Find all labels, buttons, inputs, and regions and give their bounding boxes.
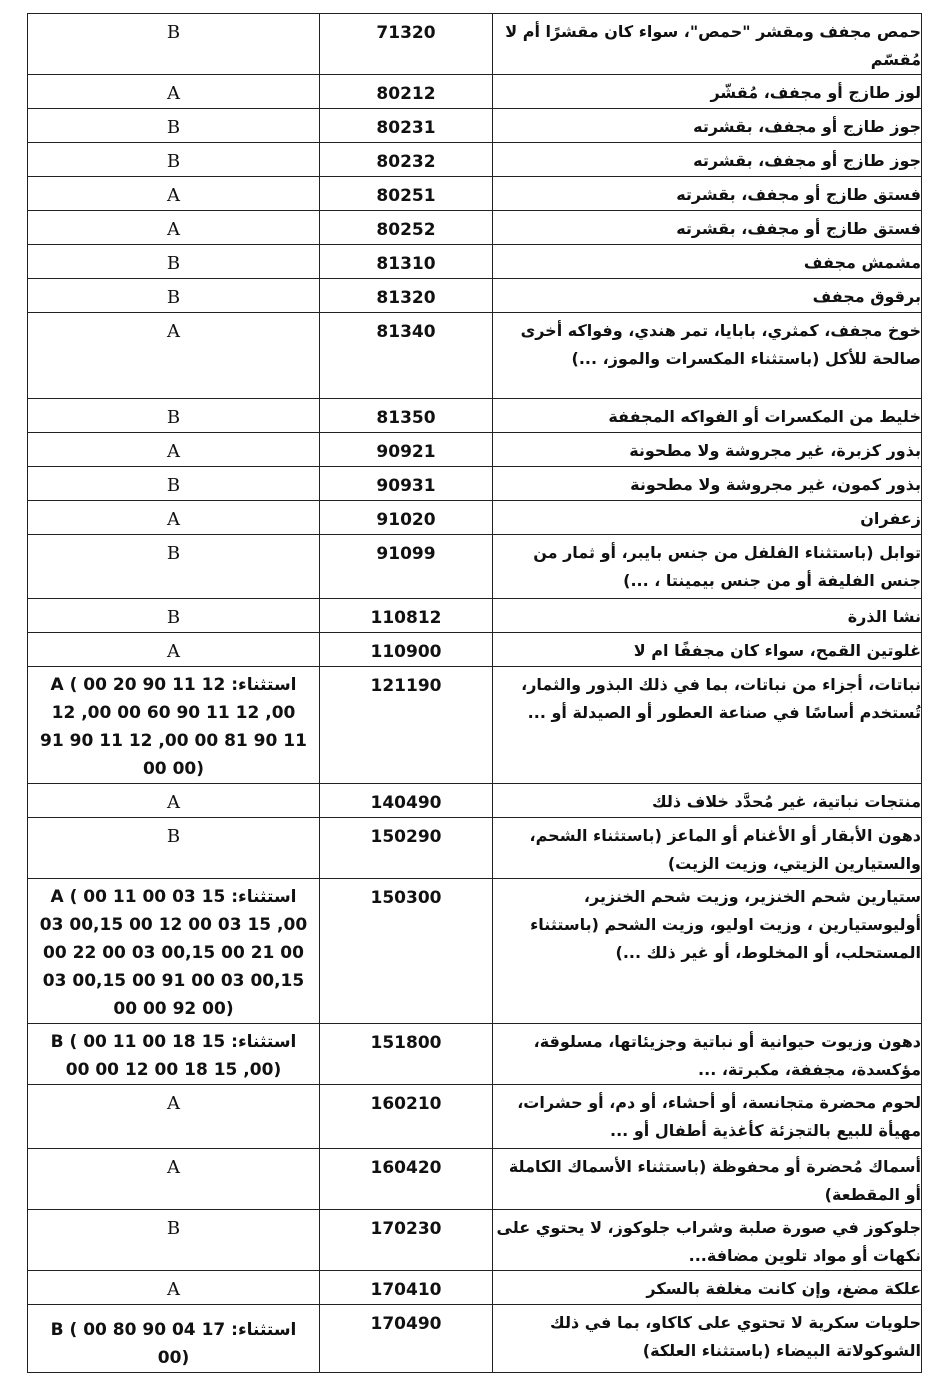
- description-cell: [493, 633, 922, 667]
- description-cell: [493, 1149, 922, 1210]
- grade-cell: [28, 399, 320, 433]
- code-cell: [320, 143, 493, 177]
- grade-cell: [28, 535, 320, 599]
- table-row: [28, 279, 922, 313]
- hs-code: 150300: [370, 888, 442, 908]
- hs-code: 80251: [376, 186, 436, 206]
- grade-letter: B: [166, 543, 181, 564]
- grade-letter: B: [166, 287, 181, 308]
- product-description: دهون الأبقار أو الأغنام أو الماعز (باستثناء الشحم، والستيارين الزيتي، وزيت الزيت): [529, 826, 921, 873]
- code-cell: [320, 818, 493, 879]
- table-row: [28, 879, 922, 1024]
- code-cell: [320, 784, 493, 818]
- hs-code: 170230: [370, 1219, 442, 1239]
- grade-exception-text: B ( استثناء: 15 18 00 11 00 00, 15 18 00 12 00 00): [50, 1032, 297, 1080]
- table-row: [28, 633, 922, 667]
- grade-cell: [28, 784, 320, 818]
- grade-exception-text: A ( استثناء: 12 11 90 20 00 00, 12 11 90 60 00 00, 12 11 90 81 00 00, 12 11 90 91 00 00): [40, 675, 307, 779]
- product-description: نشا الذرة: [847, 607, 921, 626]
- grade-cell: [28, 633, 320, 667]
- table-row: [28, 467, 922, 501]
- code-cell: [320, 467, 493, 501]
- product-description: بذور كمون، غير مجروشة ولا مطحونة: [630, 475, 921, 494]
- table-row: [28, 599, 922, 633]
- product-description: غلوتين القمح، سواء كان مجففًا ام لا: [633, 641, 921, 660]
- table-row: [28, 1305, 922, 1373]
- hs-code: 140490: [370, 793, 442, 813]
- code-cell: [320, 1085, 493, 1149]
- grade-cell: [28, 313, 320, 399]
- table-row: [28, 818, 922, 879]
- table-row: [28, 1149, 922, 1210]
- table-row: [28, 177, 922, 211]
- grade-cell: [28, 1024, 320, 1085]
- code-cell: [320, 313, 493, 399]
- hs-code: 91020: [376, 510, 436, 530]
- grade-letter: A: [167, 441, 180, 462]
- product-description: بذور كزبرة، غير مجروشة ولا مطحونة: [629, 441, 921, 460]
- description-cell: [493, 879, 922, 1024]
- grade-cell: [28, 1085, 320, 1149]
- grade-cell: [28, 599, 320, 633]
- description-cell: [493, 1210, 922, 1271]
- product-description: برقوق مجفف: [812, 287, 921, 306]
- hs-code: 81320: [376, 288, 436, 308]
- table-row: [28, 75, 922, 109]
- hs-code: 71320: [376, 23, 436, 43]
- grade-letter: A: [167, 509, 180, 530]
- description-cell: [493, 1305, 922, 1373]
- code-cell: [320, 211, 493, 245]
- grade-cell: [28, 14, 320, 75]
- product-description: خوخ مجفف، كمثري، بابايا، تمر هندي، وفواكه أخرى صالحة للأكل (باستثناء المكسرات والموز، ...): [520, 321, 921, 368]
- grade-letter: B: [166, 826, 181, 847]
- grade-letter: A: [167, 641, 180, 662]
- code-cell: [320, 109, 493, 143]
- grade-cell: [28, 1305, 320, 1373]
- grade-letter: A: [167, 219, 180, 240]
- description-cell: [493, 279, 922, 313]
- tariff-table: [27, 13, 922, 1373]
- description-cell: [493, 667, 922, 784]
- product-description: دهون وزيوت حيوانية أو نباتية وجزيئاتها، مسلوقة، مؤكسدة، مجففة، مكبرتة، ...: [533, 1032, 921, 1079]
- description-cell: [493, 467, 922, 501]
- code-cell: [320, 399, 493, 433]
- table-row: [28, 501, 922, 535]
- table-row: [28, 14, 922, 75]
- grade-letter: A: [167, 185, 180, 206]
- grade-cell: [28, 279, 320, 313]
- grade-letter: A: [167, 1279, 180, 1300]
- description-cell: [493, 1085, 922, 1149]
- grade-exception-text: B ( استثناء: 17 04 90 80 00 00): [50, 1320, 297, 1368]
- description-cell: [493, 1271, 922, 1305]
- hs-code: 110900: [370, 642, 442, 662]
- hs-code: 150290: [370, 827, 442, 847]
- description-cell: [493, 433, 922, 467]
- grade-cell: [28, 75, 320, 109]
- grade-letter: B: [166, 253, 181, 274]
- table-row: [28, 211, 922, 245]
- code-cell: [320, 535, 493, 599]
- description-cell: [493, 109, 922, 143]
- description-cell: [493, 143, 922, 177]
- grade-letter: A: [167, 1093, 180, 1114]
- grade-cell: [28, 667, 320, 784]
- code-cell: [320, 1024, 493, 1085]
- grade-letter: A: [167, 792, 180, 813]
- hs-code: 80231: [376, 118, 436, 138]
- grade-cell: [28, 1210, 320, 1271]
- code-cell: [320, 501, 493, 535]
- grade-cell: [28, 467, 320, 501]
- description-cell: [493, 177, 922, 211]
- code-cell: [320, 1305, 493, 1373]
- code-cell: [320, 177, 493, 211]
- product-description: فستق طازج أو مجفف، بقشرته: [676, 219, 921, 238]
- grade-cell: [28, 501, 320, 535]
- description-cell: [493, 14, 922, 75]
- description-cell: [493, 211, 922, 245]
- grade-cell: [28, 1271, 320, 1305]
- code-cell: [320, 879, 493, 1024]
- table-row: [28, 245, 922, 279]
- hs-code: 90921: [376, 442, 436, 462]
- hs-code: 91099: [376, 544, 436, 564]
- grade-cell: [28, 211, 320, 245]
- hs-code: 81310: [376, 254, 436, 274]
- product-description: ستيارين شحم الخنزير، وزيت شحم الخنزير، أوليوستيارين ، وزيت اوليو، وزيت الشحم (باستثناء المستحلب، أو المخلوط، أو غير ذلك ...): [530, 887, 921, 962]
- grade-letter: B: [166, 475, 181, 496]
- product-description: فستق طازج أو مجفف، بقشرته: [676, 185, 921, 204]
- table-row: [28, 784, 922, 818]
- grade-cell: [28, 177, 320, 211]
- table-row: [28, 535, 922, 599]
- product-description: زعفران: [860, 509, 921, 528]
- product-description: علكة مضغ، وإن كانت مغلفة بالسكر: [646, 1279, 921, 1298]
- grade-letter: B: [166, 407, 181, 428]
- hs-code: 160210: [370, 1094, 442, 1114]
- product-description: منتجات نباتية، غير مُحدَّد خلاف ذلك: [652, 792, 921, 811]
- grade-cell: [28, 143, 320, 177]
- table-row: [28, 399, 922, 433]
- table-row: [28, 433, 922, 467]
- product-description: حمص مجفف ومقشر "حمص"، سواء كان مقشرًا أم لا مُقسّم: [505, 22, 921, 69]
- hs-code: 90931: [376, 476, 436, 496]
- table-body: [28, 14, 922, 1373]
- grade-exception-text: A ( استثناء: 15 03 00 11 00 00, 15 03 00 12 00 00,15 03 00 21 00 00,15 03 00 22 00 00,15 03 00 91 00 00,15 03 00 92 00 00): [39, 887, 308, 1019]
- hs-code: 170410: [370, 1280, 442, 1300]
- grade-letter: B: [166, 607, 181, 628]
- product-description: لوز طازج أو مجفف، مُقشّر: [710, 83, 921, 102]
- grade-letter: B: [166, 117, 181, 138]
- description-cell: [493, 818, 922, 879]
- description-cell: [493, 399, 922, 433]
- grade-cell: [28, 433, 320, 467]
- code-cell: [320, 14, 493, 75]
- hs-code: 151800: [370, 1033, 442, 1053]
- hs-code: 80232: [376, 152, 436, 172]
- description-cell: [493, 501, 922, 535]
- description-cell: [493, 599, 922, 633]
- code-cell: [320, 633, 493, 667]
- grade-letter: B: [166, 1218, 181, 1239]
- grade-cell: [28, 879, 320, 1024]
- code-cell: [320, 245, 493, 279]
- hs-code: 81340: [376, 322, 436, 342]
- code-cell: [320, 75, 493, 109]
- product-description: خليط من المكسرات أو الفواكه المجففة: [608, 407, 921, 426]
- table-row: [28, 1085, 922, 1149]
- hs-code: 81350: [376, 408, 436, 428]
- table-row: [28, 313, 922, 399]
- grade-letter: A: [167, 321, 180, 342]
- code-cell: [320, 1149, 493, 1210]
- product-description: أسماك مُحضرة أو محفوظة (باستثناء الأسماك الكاملة أو المقطعة): [508, 1157, 921, 1204]
- hs-code: 170490: [370, 1314, 442, 1334]
- hs-code: 80252: [376, 220, 436, 240]
- code-cell: [320, 1210, 493, 1271]
- grade-letter: A: [167, 83, 180, 104]
- description-cell: [493, 784, 922, 818]
- table-row: [28, 1210, 922, 1271]
- code-cell: [320, 599, 493, 633]
- table-row: [28, 1271, 922, 1305]
- product-description: توابل (باستثناء الفلفل من جنس بايبر، أو ثمار من جنس الفليفة أو من جنس بيمينتا ، ...): [533, 543, 921, 590]
- grade-cell: [28, 1149, 320, 1210]
- grade-letter: B: [166, 151, 181, 172]
- table-row: [28, 667, 922, 784]
- table-row: [28, 1024, 922, 1085]
- product-description: نباتات، أجزاء من نباتات، بما في ذلك البذور والثمار، تُستخدم أساسًا في صناعة العطور أو الصيدلة أو ...: [521, 675, 921, 722]
- code-cell: [320, 433, 493, 467]
- description-cell: [493, 535, 922, 599]
- product-description: جلوكوز في صورة صلبة وشراب جلوكوز، لا يحتوي على نكهات أو مواد تلوين مضافة...: [496, 1218, 921, 1265]
- grade-cell: [28, 245, 320, 279]
- description-cell: [493, 245, 922, 279]
- code-cell: [320, 667, 493, 784]
- table-row: [28, 143, 922, 177]
- description-cell: [493, 313, 922, 399]
- grade-letter: A: [167, 1157, 180, 1178]
- description-cell: [493, 75, 922, 109]
- product-description: جوز طازج أو مجفف، بقشرته: [693, 117, 921, 136]
- grade-letter: B: [166, 22, 181, 43]
- product-description: مشمش مجفف: [803, 253, 921, 272]
- product-description: جوز طازج أو مجفف، بقشرته: [693, 151, 921, 170]
- grade-cell: [28, 818, 320, 879]
- code-cell: [320, 279, 493, 313]
- description-cell: [493, 1024, 922, 1085]
- grade-cell: [28, 109, 320, 143]
- hs-code: 110812: [370, 608, 442, 628]
- table-row: [28, 109, 922, 143]
- product-description: لحوم محضرة متجانسة، أو أحشاء، أو دم، أو حشرات، مهيأة للبيع بالتجزئة كأغذية أطفال أو ...: [517, 1093, 921, 1140]
- product-description: حلويات سكرية لا تحتوي على كاكاو، بما في ذلك الشوكولاتة البيضاء (باستثناء العلكة): [550, 1313, 921, 1360]
- hs-code: 160420: [370, 1158, 442, 1178]
- hs-code: 80212: [376, 84, 436, 104]
- code-cell: [320, 1271, 493, 1305]
- hs-code: 121190: [370, 676, 442, 696]
